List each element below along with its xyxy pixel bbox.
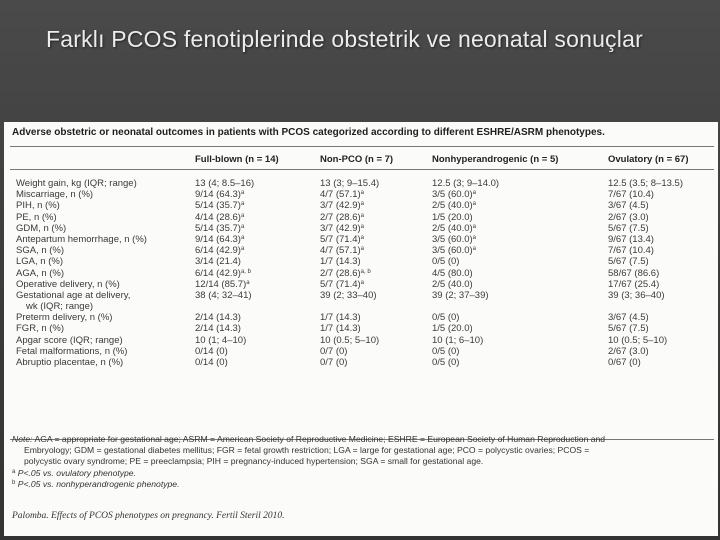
table-cell <box>608 245 654 256</box>
table-cell <box>432 346 459 357</box>
table-cell <box>608 357 641 368</box>
cell-value: 10 (1; 4–10) <box>195 334 247 346</box>
row-label-text: Fetal malformations, n (%) <box>16 345 128 357</box>
row-label <box>16 323 64 334</box>
table-cell <box>432 335 483 346</box>
cell-value: 5/7 (71.4) <box>320 233 361 245</box>
table-row <box>4 256 718 267</box>
note-text-line3: polycystic ovary syndrome; PE = preeclampsia; PIH = pregnancy-induced hypertension; SGA = small for gestational age. <box>24 456 484 467</box>
cell-value: 3/14 (21.4) <box>195 256 241 268</box>
table-body <box>4 178 718 368</box>
table-cell <box>608 346 649 357</box>
table-cell <box>195 212 244 223</box>
cell-value: 13 (3; 9–15.4) <box>320 178 380 189</box>
row-label-text: SGA, n (%) <box>16 245 65 257</box>
cell-footnote-mark: a, b <box>360 268 371 275</box>
table-row <box>4 223 718 234</box>
table-cell <box>608 335 667 346</box>
table-cell <box>320 357 347 368</box>
table-cell <box>320 312 361 323</box>
table-cell <box>432 200 476 211</box>
table-cell <box>432 279 473 290</box>
table-cell <box>195 223 244 234</box>
table-cell <box>195 178 254 189</box>
cell-value: 1/5 (20.0) <box>432 323 473 335</box>
cell-footnote-mark: a <box>240 201 245 208</box>
cell-footnote-mark: a <box>360 234 365 241</box>
table-cell <box>608 290 665 301</box>
table-cell <box>195 279 250 290</box>
table-cell <box>320 256 361 267</box>
table-cell <box>320 346 347 357</box>
cell-value: 5/67 (7.5) <box>608 256 649 268</box>
cell-footnote-mark: a <box>240 234 245 241</box>
row-label-text: Weight gain, kg (IQR; range) <box>16 178 137 189</box>
cell-footnote-mark: a <box>246 279 250 286</box>
table-cell <box>432 234 476 245</box>
cell-value: 6/14 (42.9) <box>195 267 241 279</box>
cell-value: 2/5 (40.0) <box>432 278 473 290</box>
cell-value: 39 (2; 37–39) <box>432 289 489 301</box>
table-cell <box>195 268 251 279</box>
cell-value: 12.5 (3; 9–14.0) <box>432 178 500 189</box>
table-cell <box>195 256 241 267</box>
table-row <box>4 178 718 189</box>
table-cell <box>608 323 649 334</box>
cell-value: 2/67 (3.0) <box>608 211 649 223</box>
table-rule-top <box>10 146 714 147</box>
row-label <box>16 189 93 200</box>
row-label-text: PIH, n (%) <box>16 200 60 212</box>
row-label <box>16 279 120 290</box>
table-cell <box>608 256 649 267</box>
table-cell <box>320 279 364 290</box>
table-cell <box>432 357 459 368</box>
row-label <box>16 335 123 346</box>
table-cell <box>320 290 377 301</box>
row-label <box>16 357 123 368</box>
table-row <box>4 245 718 256</box>
table-cell <box>432 312 459 323</box>
row-label <box>16 223 66 234</box>
table-row <box>4 357 718 368</box>
table-cell <box>195 290 252 301</box>
cell-footnote-mark: a <box>360 190 365 197</box>
table-cell <box>195 234 244 245</box>
cell-value: 4/14 (28.6) <box>195 211 241 223</box>
cell-footnote-mark: a <box>360 223 365 230</box>
table-row <box>4 335 718 346</box>
table-cell <box>320 200 364 211</box>
row-label <box>16 178 137 189</box>
cell-footnote-mark: a <box>472 223 477 230</box>
table-cell <box>195 312 241 323</box>
cell-value: 17/67 (25.4) <box>608 278 660 290</box>
table-cell <box>432 268 473 279</box>
table-cell <box>195 189 244 200</box>
cell-value: 9/67 (13.4) <box>608 233 654 245</box>
table-notes <box>12 434 712 490</box>
table-row <box>4 323 718 334</box>
table-cell <box>608 223 649 234</box>
table-row <box>4 212 718 223</box>
cell-value: 1/7 (14.3) <box>320 323 361 335</box>
cell-value: 5/14 (35.7) <box>195 222 241 234</box>
cell-footnote-mark: a <box>240 246 245 253</box>
row-label <box>16 256 63 267</box>
cell-value: 7/67 (10.4) <box>608 245 654 257</box>
footnote-b <box>12 479 712 490</box>
table-cell <box>432 223 476 234</box>
table-cell <box>320 234 364 245</box>
cell-footnote-mark: a <box>360 246 365 253</box>
table-document <box>4 122 718 536</box>
row-label <box>16 212 57 223</box>
table-cell <box>320 268 371 279</box>
cell-value: 12/14 (85.7) <box>195 278 247 290</box>
table-header-row <box>4 154 718 167</box>
note-lead: Note: <box>12 434 33 444</box>
cell-value: 4/5 (80.0) <box>432 267 473 279</box>
table-cell <box>320 189 364 200</box>
column-header-ovulatory: Ovulatory (n = 67) <box>608 154 689 165</box>
cell-value: 3/5 (60.0) <box>432 245 473 257</box>
cell-value: 0/7 (0) <box>320 357 348 369</box>
row-label-text: Gestational age at delivery, <box>16 289 131 301</box>
table-cell <box>432 178 499 189</box>
cell-value: 2/14 (14.3) <box>195 312 241 324</box>
row-label <box>16 200 60 211</box>
table-rule-header <box>10 169 714 170</box>
table-cell <box>320 223 364 234</box>
cell-footnote-mark: a <box>240 190 245 197</box>
cell-value: 0/5 (0) <box>432 256 460 268</box>
table-cell <box>608 200 649 211</box>
row-label-text: Abruptio placentae, n (%) <box>16 357 124 369</box>
cell-value: 9/14 (64.3) <box>195 233 241 245</box>
cell-value: 39 (3; 36–40) <box>608 289 665 301</box>
row-label <box>16 234 147 245</box>
table-cell <box>320 212 364 223</box>
cell-value: 4/7 (57.1) <box>320 245 361 257</box>
table-cell <box>195 245 244 256</box>
table-row <box>4 189 718 200</box>
cell-value: 0/5 (0) <box>432 357 460 369</box>
cell-value: 10 (1; 6–10) <box>432 334 484 346</box>
table-cell <box>608 312 649 323</box>
cell-value: 5/67 (7.5) <box>608 323 649 335</box>
cell-value: 3/5 (60.0) <box>432 189 473 201</box>
cell-value: 12.5 (3.5; 8–13.5) <box>608 178 683 189</box>
table-cell <box>195 323 241 334</box>
table-cell <box>195 346 228 357</box>
cell-value: 3/7 (42.9) <box>320 200 361 212</box>
cell-value: 1/5 (20.0) <box>432 211 473 223</box>
row-label-text: Operative delivery, n (%) <box>16 278 120 290</box>
note-text-line2: Embryology; GDM = gestational diabetes mellitus; FGR = fetal growth restriction; LGA = large for gestational age; PCO = polycystic ovaries; PCOS = <box>24 445 590 456</box>
cell-value: 9/14 (64.3) <box>195 189 241 201</box>
column-header-full-blown: Full-blown (n = 14) <box>195 154 279 165</box>
row-label-text: Preterm delivery, n (%) <box>16 312 113 324</box>
footnote-b-mark: b <box>12 479 16 486</box>
cell-value: 0/5 (0) <box>432 312 460 324</box>
cell-value: 5/67 (7.5) <box>608 222 649 234</box>
table-cell <box>608 189 654 200</box>
table-cell <box>432 323 473 334</box>
table-caption: Adverse obstetric or neonatal outcomes in patients with PCOS categorized according to different ESHRE/ASRM phenotypes. <box>12 127 605 138</box>
cell-footnote-mark: a <box>472 234 477 241</box>
cell-value: 4/7 (57.1) <box>320 189 361 201</box>
cell-value: 0/5 (0) <box>432 345 460 357</box>
cell-value: 1/7 (14.3) <box>320 256 361 268</box>
table-row <box>4 234 718 245</box>
table-row <box>4 268 718 279</box>
table-cell <box>608 268 659 279</box>
table-row <box>4 279 718 290</box>
row-label-text: PE, n (%) <box>16 211 57 223</box>
cell-value: 2/7 (28.6) <box>320 211 361 223</box>
slide-title: Farklı PCOS fenotiplerinde obstetrik ve neonatal sonuçlar <box>46 26 643 52</box>
cell-value: 2/67 (3.0) <box>608 345 649 357</box>
table-cell <box>432 256 459 267</box>
cell-footnote-mark: a <box>472 201 477 208</box>
cell-value: 10 (0.5; 5–10) <box>608 334 668 346</box>
cell-value: 0/67 (0) <box>608 357 641 369</box>
table-row <box>4 346 718 357</box>
cell-value: 2/7 (28.6) <box>320 267 361 279</box>
cell-value: 2/5 (40.0) <box>432 222 473 234</box>
cell-value: 5/7 (71.4) <box>320 278 361 290</box>
cell-value: 6/14 (42.9) <box>195 245 241 257</box>
row-label-text: Antepartum hemorrhage, n (%) <box>16 233 147 245</box>
footnote-a-mark: a <box>12 468 16 475</box>
table-cell <box>320 245 364 256</box>
table-cell <box>432 212 473 223</box>
table-cell <box>320 323 361 334</box>
table-cell <box>432 245 476 256</box>
footnote-a <box>12 468 712 479</box>
table-cell <box>432 189 476 200</box>
cell-value: 38 (4; 32–41) <box>195 289 252 301</box>
table-cell <box>608 212 649 223</box>
cell-value: 3/67 (4.5) <box>608 200 649 212</box>
cell-footnote-mark: a <box>360 212 365 219</box>
cell-value: 1/7 (14.3) <box>320 312 361 324</box>
table-cell <box>195 335 246 346</box>
cell-value: 10 (0.5; 5–10) <box>320 334 380 346</box>
table-cell <box>432 290 489 301</box>
table-cell <box>608 279 659 290</box>
row-label-text: AGA, n (%) <box>16 267 65 279</box>
cell-value: 3/7 (42.9) <box>320 222 361 234</box>
cell-value: 5/14 (35.7) <box>195 200 241 212</box>
cell-value: 0/7 (0) <box>320 345 348 357</box>
column-header-non-pco: Non-PCO (n = 7) <box>320 154 394 165</box>
table-cell <box>320 335 379 346</box>
table-cell <box>320 178 379 189</box>
cell-footnote-mark: a <box>240 212 245 219</box>
cell-value: 13 (4; 8.5–16) <box>195 178 255 189</box>
row-label <box>16 346 127 357</box>
table-row <box>4 290 718 312</box>
source-citation: Palomba. Effects of PCOS phenotypes on pregnancy. Fertil Steril 2010. <box>12 511 285 521</box>
cell-value: 7/67 (10.4) <box>608 189 654 201</box>
cell-value: 2/14 (14.3) <box>195 323 241 335</box>
table-row <box>4 312 718 323</box>
footnote-b-text: P<.05 vs. nonhyperandrogenic phenotype. <box>17 478 180 489</box>
row-label <box>16 312 112 323</box>
table-cell <box>195 200 244 211</box>
cell-value: 2/5 (40.0) <box>432 200 473 212</box>
cell-footnote-mark: a <box>472 246 477 253</box>
note-text: AGA = appropriate for gestational age; ASRM = American Society of Reproductive Medicine; ESHRE = European Society of Human Reproduction and <box>34 434 606 444</box>
column-header-nonhyperandrogenic: Nonhyperandrogenic (n = 5) <box>432 154 559 165</box>
row-label <box>16 245 64 256</box>
row-label <box>16 268 64 279</box>
table-cell <box>608 178 683 189</box>
cell-footnote-mark: a <box>360 201 365 208</box>
row-label-continuation: wk (IQR; range) <box>26 301 94 313</box>
table-row <box>4 200 718 211</box>
cell-footnote-mark: a <box>240 223 245 230</box>
row-label-text: GDM, n (%) <box>16 222 67 234</box>
row-label <box>16 290 130 312</box>
cell-footnote-mark: a, b <box>240 268 251 275</box>
table-cell <box>195 357 228 368</box>
cell-footnote-mark: a <box>360 279 365 286</box>
table-cell <box>608 234 654 245</box>
cell-value: 0/14 (0) <box>195 357 228 369</box>
footnote-a-text: P<.05 vs. ovulatory phenotype. <box>17 467 136 478</box>
cell-value: 3/67 (4.5) <box>608 312 649 324</box>
cell-footnote-mark: a <box>472 190 477 197</box>
row-label-text: LGA, n (%) <box>16 256 63 268</box>
row-label-text: Apgar score (IQR; range) <box>16 334 123 346</box>
cell-value: 58/67 (86.6) <box>608 267 660 279</box>
cell-value: 39 (2; 33–40) <box>320 289 377 301</box>
cell-value: 3/5 (60.0) <box>432 233 473 245</box>
row-label-text: FGR, n (%) <box>16 323 65 335</box>
row-label-text: Miscarriage, n (%) <box>16 189 94 201</box>
cell-value: 0/14 (0) <box>195 345 228 357</box>
